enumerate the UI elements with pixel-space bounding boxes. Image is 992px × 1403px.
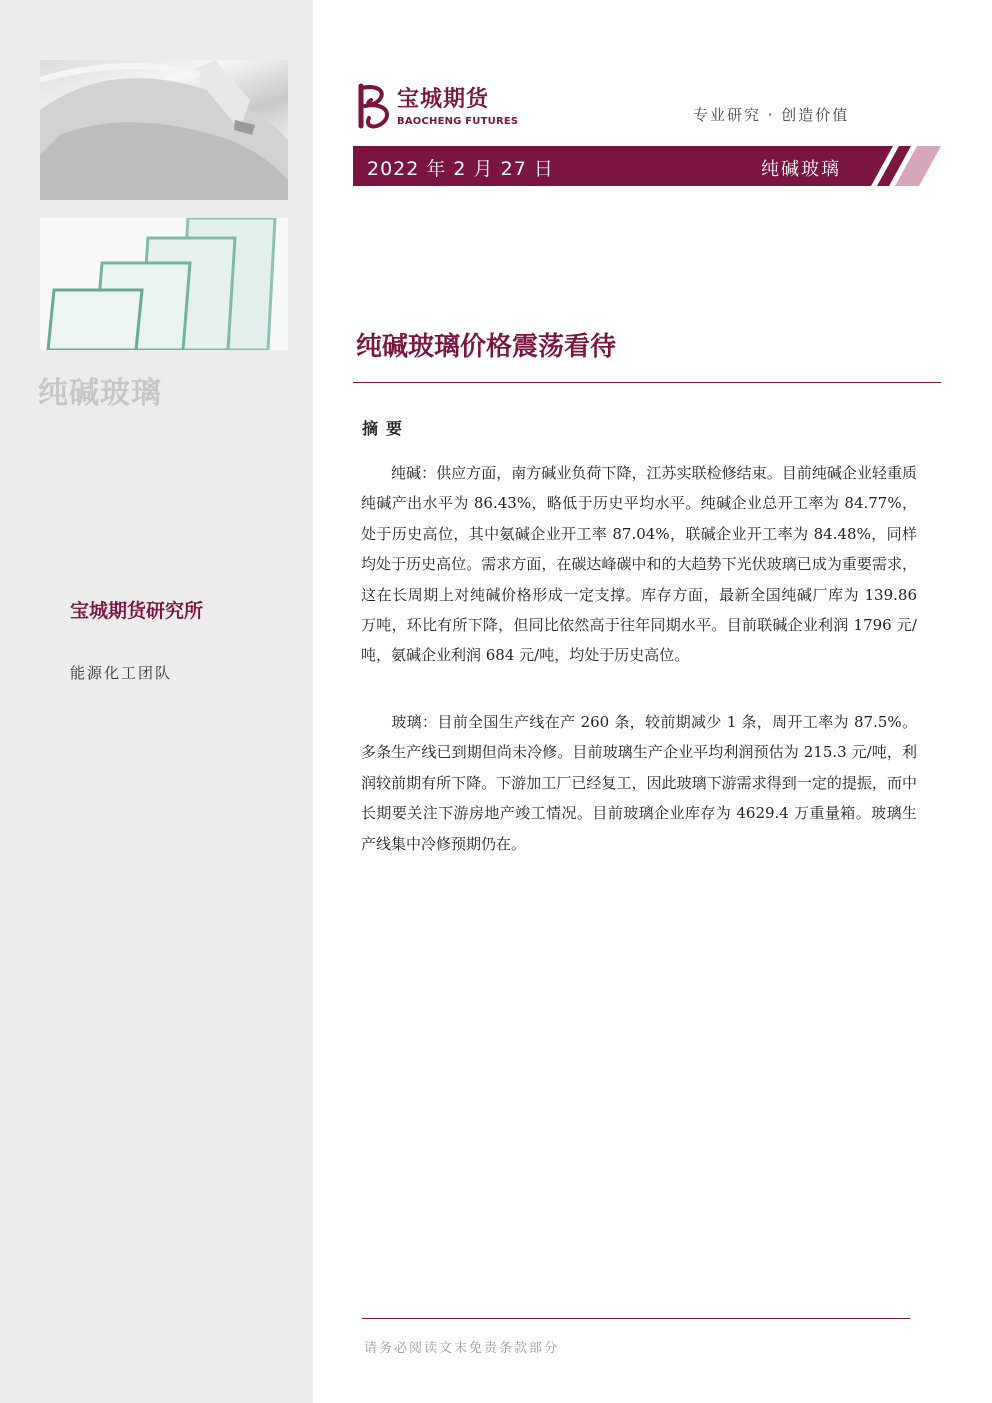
report-date: 2022 年 2 月 27 日 — [367, 158, 554, 180]
soda-ash-sack-photo — [40, 60, 288, 200]
logo-english-text: BAOCHENG FUTURES — [397, 116, 519, 127]
disclaimer-note: 请务必阅读文末免责条款部分 — [364, 1341, 560, 1356]
logo-mark-icon — [355, 82, 393, 130]
sack-illustration — [40, 60, 288, 200]
glass-panes-photo — [40, 218, 288, 350]
paragraph-soda-ash — [361, 458, 917, 671]
summary-heading: 摘要 — [362, 419, 411, 438]
report-category: 纯碱玻璃 — [761, 159, 841, 180]
team-name: 能源化工团队 — [70, 664, 173, 682]
sidebar-category-label: 纯碱玻璃 — [38, 376, 162, 411]
sidebar — [0, 0, 313, 1403]
report-title: 纯碱玻璃价格震荡看待 — [356, 332, 617, 362]
company-logo — [355, 80, 525, 132]
footer-divider — [362, 1318, 910, 1319]
title-divider — [353, 382, 941, 383]
date-banner — [353, 146, 941, 186]
slogan: 专业研究 · 创造价值 — [693, 106, 850, 124]
glass-illustration — [40, 218, 288, 350]
paragraph-glass-text: 玻璃：目前全国生产线在产 260 条，较前期减少 1 条，周开工率为 87.5%。多条生产线已到期但尚未冷修。目前玻璃生产企业平均利润预估为 215.3 元/吨，利润较前期有所下降。下游加工厂已经复工，因此玻璃下游需求得到一定的提振，而中长期要关注下游房地产竣工情况。目前玻璃企业库存为 4629.4 万重量箱。玻璃生产线集中冷修预期仍在。 — [361, 713, 917, 853]
paragraph-glass — [361, 707, 917, 859]
logo-chinese-text: 宝城期货 — [397, 87, 490, 112]
institute-name: 宝城期货研究所 — [70, 600, 204, 622]
paragraph-soda-ash-text: 纯碱：供应方面，南方碱业负荷下降，江苏实联检修结束。目前纯碱企业轻重质纯碱产出水平为 86.43%，略低于历史平均水平。纯碱企业总开工率为 84.77%，处于历史高位，其中氨碱企业开工率 87.04%，联碱企业开工率为 84.48%，同样均处于历史高位。需求方面，在碳达峰碳中和的大趋势下光伏玻璃已成为重要需求，这在长周期上对纯碱价格形成一定支撑。库存方面，最新全国纯碱厂库为 139.86 万吨，环比有所下降，但同比依然高于往年同期水平。目前联碱企业利润 1796 元/吨，氨碱企业利润 684 元/吨，均处于历史高位。 — [361, 464, 917, 665]
